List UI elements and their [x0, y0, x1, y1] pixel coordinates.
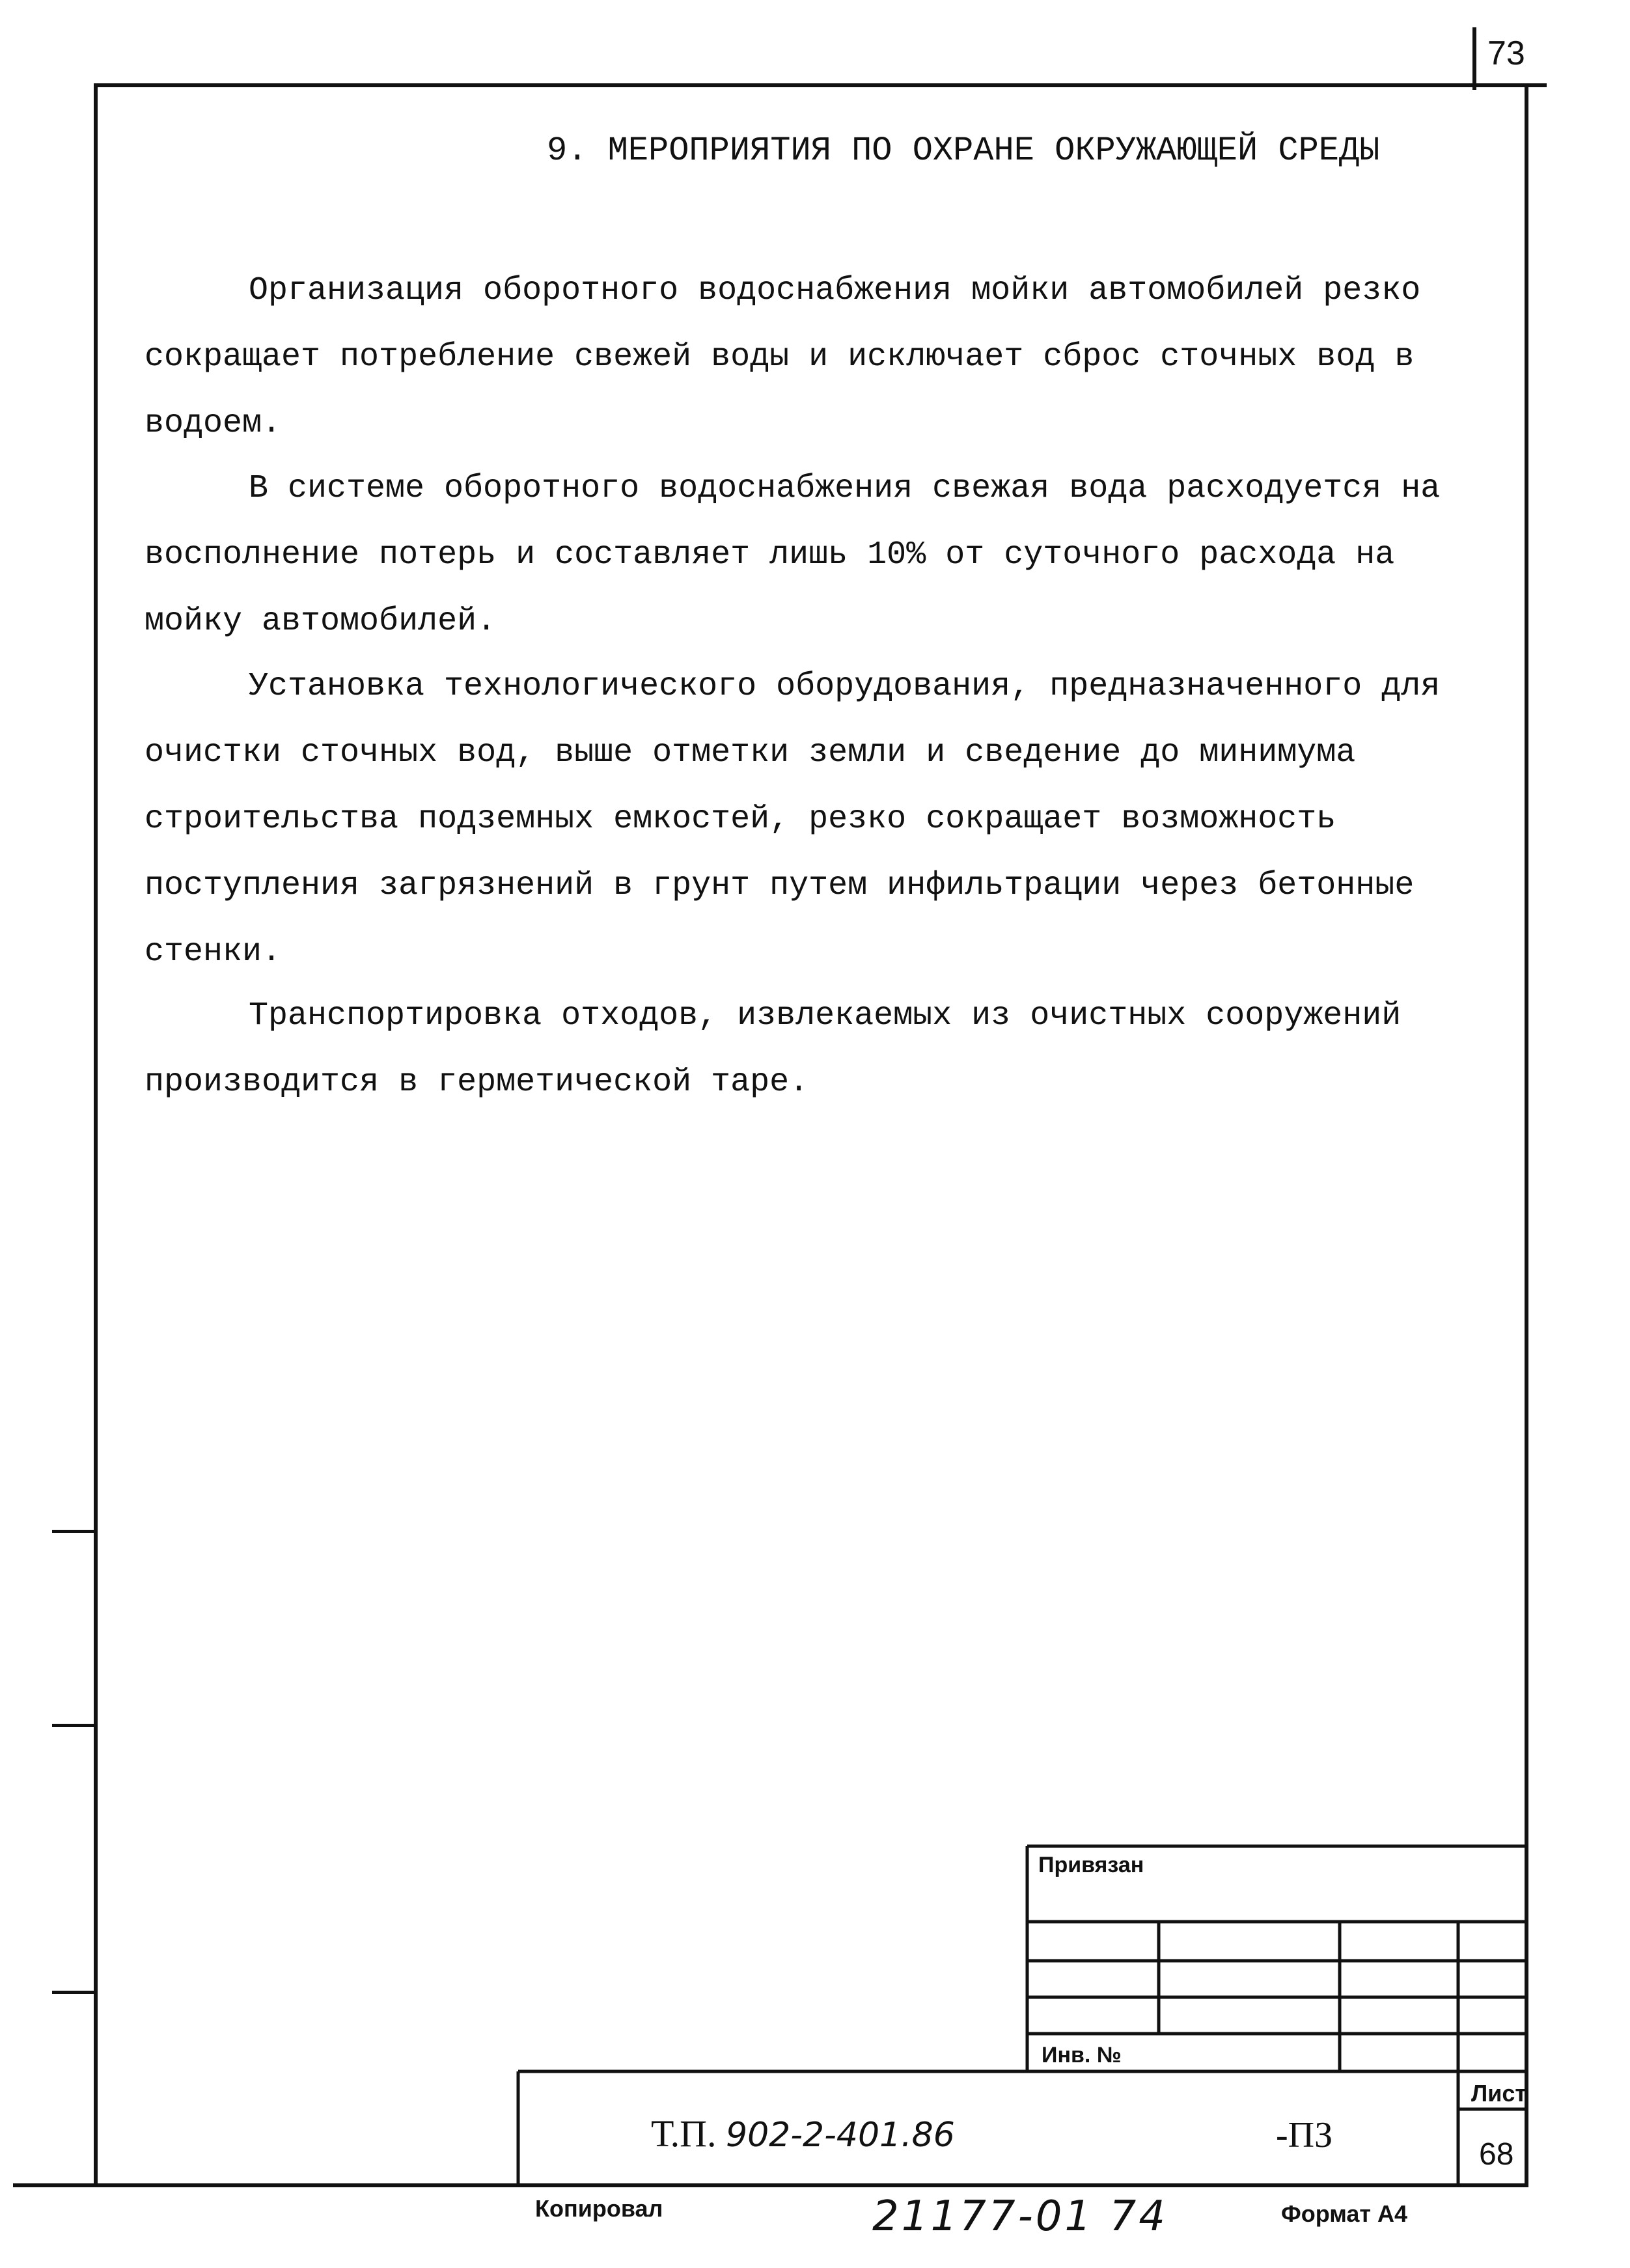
bound-label: Привязан [1038, 1853, 1144, 1877]
document-number: 902-2-401.86 [726, 2116, 955, 2155]
section-heading: 9. МЕРОПРИЯТИЯ ПО ОХРАНЕ ОКРУЖАЮЩЕЙ СРЕДЫ [547, 131, 1380, 170]
sheet-label: Лист [1471, 2080, 1527, 2107]
paragraph: В системе оборотного водоснабжения свежая вода расходуется на восполнение потерь и составляет лишь 10% от суточного расхода на мойку автомобилей. [145, 470, 1441, 640]
page-number: 73 [1487, 35, 1525, 72]
paragraph: Транспортировка отходов, извлекаемых из очистных сооружений производится в герметической таре. [145, 997, 1402, 1101]
format-label: Формат А4 [1281, 2200, 1408, 2227]
document-suffix: -ПЗ [1276, 2115, 1333, 2155]
inventory-number-label: Инв. № [1042, 2043, 1122, 2067]
order-number: 21177-01 74 [872, 2192, 1168, 2241]
paragraph: Установка технологического оборудования, предназначенного для очистки сточных вод, выше отметки земли и сведение до минимума строительства подземных емкостей, резко сокращает возможность поступления загрязнений в грунт путем инфильтрации через бетонные стенки. [145, 668, 1441, 971]
paragraph: Организация оборотного водоснабжения мойки автомобилей резко сокращает потребление свежей воды и исключает сброс сточных вод в водоем. [145, 272, 1421, 442]
document-code [651, 2112, 955, 2155]
document-prefix: Т.П. [651, 2112, 717, 2155]
copied-label: Копировал [535, 2195, 663, 2222]
sheet-number: 68 [1479, 2137, 1514, 2172]
